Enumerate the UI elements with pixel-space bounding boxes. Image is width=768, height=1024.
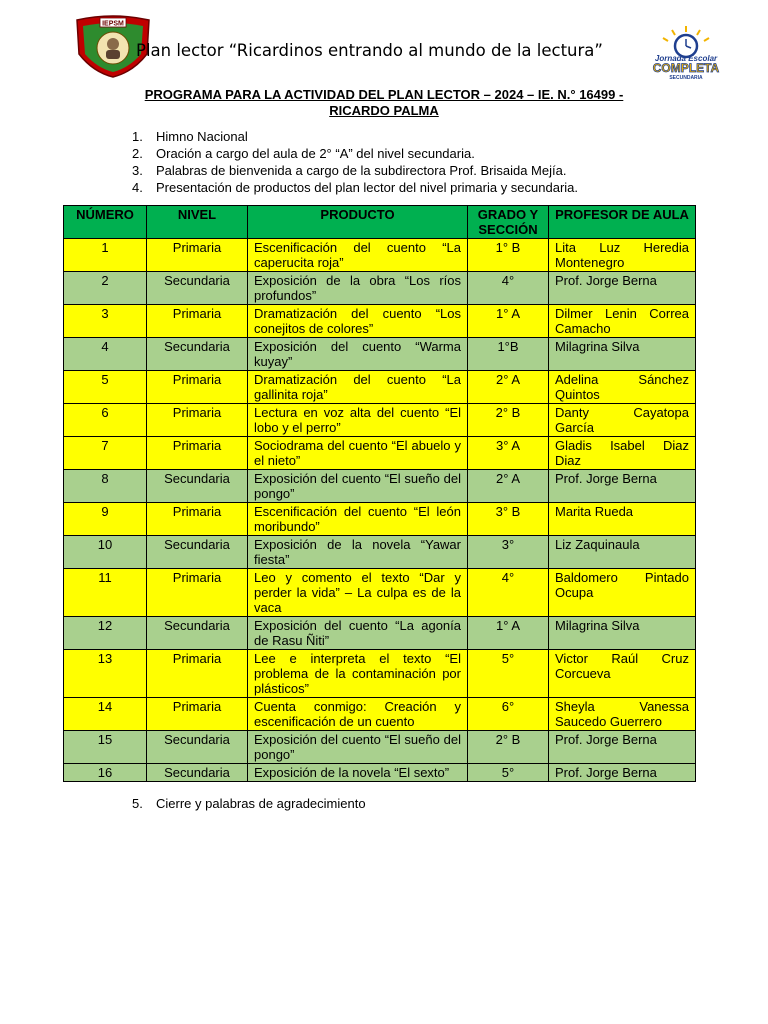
- cell-grado: 3°: [468, 536, 549, 569]
- cell-profesor: Milagrina Silva: [549, 338, 696, 371]
- page-header-title: Plan lector “Ricardinos entrando al mundo de la lectura”: [136, 41, 603, 60]
- agenda-item-text: Oración a cargo del aula de 2° “A” del nivel secundaria.: [156, 146, 475, 161]
- table-row: [64, 650, 696, 698]
- agenda-item: [132, 162, 578, 179]
- cell-nivel: Primaria: [147, 503, 248, 536]
- table-row: [64, 338, 696, 371]
- cell-number: 11: [64, 569, 147, 617]
- logo-line-3: SECUNDARIA: [669, 75, 703, 80]
- table-row: [64, 371, 696, 404]
- column-header-number: NÚMERO: [64, 206, 147, 239]
- table-row: [64, 536, 696, 569]
- cell-profesor: Prof. Jorge Berna: [549, 272, 696, 305]
- cell-profesor: Victor Raúl Cruz Corcueva: [549, 650, 696, 698]
- cell-grado: 1° B: [468, 239, 549, 272]
- cell-profesor: Prof. Jorge Berna: [549, 764, 696, 782]
- cell-grado: 2° A: [468, 470, 549, 503]
- agenda-item-number: 3.: [132, 163, 143, 178]
- cell-grado: 6°: [468, 698, 549, 731]
- crest-text: IEPSM: [102, 20, 124, 28]
- cell-number: 4: [64, 338, 147, 371]
- table-row: [64, 437, 696, 470]
- cell-number: 2: [64, 272, 147, 305]
- cell-number: 8: [64, 470, 147, 503]
- cell-profesor: Marita Rueda: [549, 503, 696, 536]
- agenda-item-number: 4.: [132, 180, 143, 195]
- cell-producto: Exposición de la obra “Los ríos profundos”: [248, 272, 468, 305]
- cell-nivel: Primaria: [147, 404, 248, 437]
- logo-line-2: COMPLETA: [652, 61, 720, 75]
- cell-grado: 4°: [468, 272, 549, 305]
- cell-number: 10: [64, 536, 147, 569]
- heading-line-2: RICARDO PALMA: [329, 103, 439, 118]
- column-header-nivel: NIVEL: [147, 206, 248, 239]
- cell-producto: Sociodrama del cuento “El abuelo y el nieto”: [248, 437, 468, 470]
- column-header-producto: PRODUCTO: [248, 206, 468, 239]
- cell-nivel: Secundaria: [147, 272, 248, 305]
- agenda-item: [132, 179, 578, 196]
- cell-nivel: Primaria: [147, 239, 248, 272]
- cell-number: 7: [64, 437, 147, 470]
- cell-profesor: Liz Zaquinaula: [549, 536, 696, 569]
- cell-number: 12: [64, 617, 147, 650]
- agenda-item-text: Palabras de bienvenida a cargo de la subdirectora Prof. Brisaida Mejía.: [156, 163, 567, 178]
- cell-producto: Exposición del cuento “El sueño del pongo”: [248, 470, 468, 503]
- cell-producto: Exposición del cuento “La agonía de Rasu Ñiti”: [248, 617, 468, 650]
- cell-grado: 3° A: [468, 437, 549, 470]
- cell-profesor: Sheyla Vanessa Saucedo Guerrero: [549, 698, 696, 731]
- table-header-row: [64, 206, 696, 239]
- table-row: [64, 731, 696, 764]
- cell-number: 6: [64, 404, 147, 437]
- cell-number: 13: [64, 650, 147, 698]
- cell-number: 14: [64, 698, 147, 731]
- heading-line-1: PROGRAMA PARA LA ACTIVIDAD DEL PLAN LECTOR – 2024 – IE. N.° 16499 -: [144, 87, 624, 102]
- agenda-item-text: Himno Nacional: [156, 129, 248, 144]
- cell-nivel: Primaria: [147, 305, 248, 338]
- cell-nivel: Secundaria: [147, 338, 248, 371]
- cell-grado: 1° A: [468, 305, 549, 338]
- table-row: [64, 404, 696, 437]
- table-row: [64, 698, 696, 731]
- cell-producto: Exposición del cuento “El sueño del pongo”: [248, 731, 468, 764]
- cell-number: 3: [64, 305, 147, 338]
- cell-grado: 4°: [468, 569, 549, 617]
- cell-number: 1: [64, 239, 147, 272]
- table-row: [64, 764, 696, 782]
- cell-nivel: Secundaria: [147, 536, 248, 569]
- cell-grado: 1° A: [468, 617, 549, 650]
- cell-nivel: Secundaria: [147, 764, 248, 782]
- cell-profesor: Baldomero Pintado Ocupa: [549, 569, 696, 617]
- table-row: [64, 569, 696, 617]
- cell-grado: 2° A: [468, 371, 549, 404]
- cell-producto: Exposición del cuento “Warma kuyay”: [248, 338, 468, 371]
- cell-nivel: Primaria: [147, 371, 248, 404]
- closing-item: [132, 796, 366, 811]
- cell-nivel: Secundaria: [147, 470, 248, 503]
- cell-number: 16: [64, 764, 147, 782]
- cell-nivel: Primaria: [147, 437, 248, 470]
- cell-profesor: Prof. Jorge Berna: [549, 731, 696, 764]
- agenda-item: [132, 128, 578, 145]
- column-header-profesor: PROFESOR DE AULA: [549, 206, 696, 239]
- logo-line-1: Jornada Escolar: [654, 54, 718, 63]
- cell-producto: Escenificación del cuento “El león moribundo”: [248, 503, 468, 536]
- cell-producto: Leo y comento el texto “Dar y perder la vida” – La culpa es de la vaca: [248, 569, 468, 617]
- cell-nivel: Primaria: [147, 569, 248, 617]
- table-row: [64, 470, 696, 503]
- cell-producto: Exposición de la novela “Yawar fiesta”: [248, 536, 468, 569]
- agenda-item-number: 1.: [132, 129, 143, 144]
- cell-producto: Dramatización del cuento “Los conejitos de colores”: [248, 305, 468, 338]
- cell-profesor: Adelina Sánchez Quintos: [549, 371, 696, 404]
- cell-nivel: Primaria: [147, 650, 248, 698]
- cell-profesor: Lita Luz Heredia Montenegro: [549, 239, 696, 272]
- agenda-item-number: 2.: [132, 146, 143, 161]
- cell-profesor: Prof. Jorge Berna: [549, 470, 696, 503]
- cell-producto: Exposición de la novela “El sexto”: [248, 764, 468, 782]
- products-table: [63, 205, 696, 782]
- cell-grado: 2° B: [468, 731, 549, 764]
- cell-grado: 1°B: [468, 338, 549, 371]
- cell-producto: Lectura en voz alta del cuento “El lobo y el perro”: [248, 404, 468, 437]
- cell-grado: 2° B: [468, 404, 549, 437]
- cell-profesor: Dilmer Lenin Correa Camacho: [549, 305, 696, 338]
- cell-number: 9: [64, 503, 147, 536]
- table-body: [64, 239, 696, 782]
- cell-profesor: Milagrina Silva: [549, 617, 696, 650]
- table-row: [64, 305, 696, 338]
- cell-profesor: Gladis Isabel Diaz Diaz: [549, 437, 696, 470]
- closing-item-number: 5.: [132, 796, 143, 811]
- cell-number: 5: [64, 371, 147, 404]
- document-heading: [100, 87, 668, 119]
- cell-number: 15: [64, 731, 147, 764]
- cell-producto: Escenificación del cuento “La caperucita roja”: [248, 239, 468, 272]
- table-row: [64, 239, 696, 272]
- cell-grado: 3° B: [468, 503, 549, 536]
- table-row: [64, 503, 696, 536]
- jornada-escolar-logo: [638, 24, 734, 80]
- closing-item-text: Cierre y palabras de agradecimiento: [156, 796, 366, 811]
- cell-nivel: Primaria: [147, 698, 248, 731]
- table-row: [64, 272, 696, 305]
- agenda-item: [132, 145, 578, 162]
- cell-grado: 5°: [468, 764, 549, 782]
- cell-producto: Lee e interpreta el texto “El problema de la contaminación por plásticos”: [248, 650, 468, 698]
- cell-producto: Dramatización del cuento “La gallinita roja”: [248, 371, 468, 404]
- agenda-list: [132, 128, 578, 196]
- cell-nivel: Secundaria: [147, 731, 248, 764]
- cell-grado: 5°: [468, 650, 549, 698]
- agenda-item-text: Presentación de productos del plan lector del nivel primaria y secundaria.: [156, 180, 579, 195]
- cell-producto: Cuenta conmigo: Creación y escenificación de un cuento: [248, 698, 468, 731]
- cell-profesor: Danty Cayatopa García: [549, 404, 696, 437]
- column-header-grado: GRADO Y SECCIÓN: [468, 206, 549, 239]
- cell-nivel: Secundaria: [147, 617, 248, 650]
- table-row: [64, 617, 696, 650]
